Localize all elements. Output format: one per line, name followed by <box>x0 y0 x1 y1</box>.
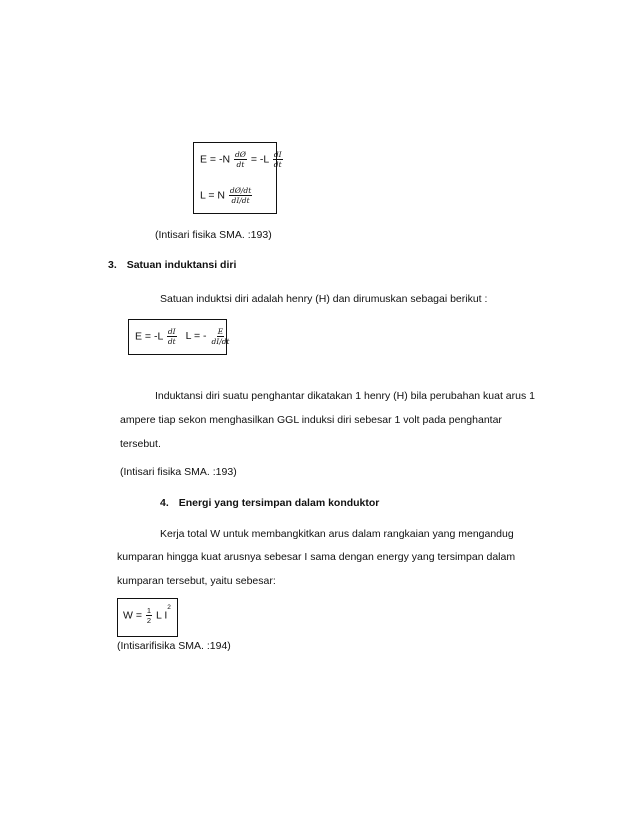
citation-194: (Intisarifisika SMA. :194) <box>117 640 231 652</box>
fraction-e-over-didt <box>210 327 230 346</box>
paragraph-henry-line1: Induktansi diri suatu penghantar dikatakan 1 henry (H) bila perubahan kuat arus 1 <box>155 390 535 402</box>
paragraph-henry-line2: ampere tiap sekon menghasilkan GGL induksi diri sebesar 1 volt pada penghantar <box>120 414 502 426</box>
formula-e-lhs: E = -L <box>135 330 163 343</box>
exponent-squared: 2 <box>167 604 171 611</box>
fraction-denominator: 2 <box>146 616 152 625</box>
formula-energy-rhs: L I <box>155 609 168 622</box>
formula-l-lhs: L = - <box>185 330 207 343</box>
fraction-numerator: E <box>217 327 224 336</box>
section-number: 3. <box>108 259 117 271</box>
fraction-denominator: dI/dt <box>211 337 230 346</box>
formula-emf-lhs: E = -N <box>200 153 231 166</box>
formula-box-units <box>128 319 230 355</box>
section-3-heading <box>108 259 236 271</box>
fraction-numerator: 1 <box>146 606 152 615</box>
fraction-numerator: dØ/dt <box>229 186 252 195</box>
paragraph-henry-line3: tersebut. <box>120 438 161 450</box>
formula-emf-row <box>200 150 284 169</box>
citation-193-a: (Intisari fisika SMA. :193) <box>155 229 272 241</box>
paragraph-energy-line2: kumparan hingga kuat arusnya sebesar I sama dengan energy yang tersimpan dalam <box>117 551 516 563</box>
citation-193-b: (Intisari fisika SMA. :193) <box>120 466 237 478</box>
formula-units-row <box>135 327 232 346</box>
formula-l-row <box>200 186 253 205</box>
paragraph-henry-intro: Satuan induktsi diri adalah henry (H) dan dirumuskan sebagai berikut : <box>160 293 488 305</box>
paragraph-energy-line1: Kerja total W untuk membangkitkan arus dalam rangkaian yang mengandug <box>160 528 514 540</box>
fraction-denominator: dt <box>273 160 282 169</box>
fraction-one-half <box>146 606 152 625</box>
fraction-di-dt <box>273 150 283 169</box>
fraction-denominator: dt <box>167 337 176 346</box>
fraction-numerator: dI <box>167 327 176 336</box>
fraction-numerator: dI <box>273 150 282 159</box>
formula-box-energy <box>117 598 178 637</box>
formula-w-lhs: W = <box>123 609 142 622</box>
fraction-dphidt-didt <box>229 186 252 205</box>
fraction-denominator: dt <box>236 160 245 169</box>
formula-energy-row <box>123 606 171 625</box>
fraction-numerator: dØ <box>234 150 246 159</box>
formula-box-inductance <box>193 142 282 214</box>
section-number: 4. <box>160 497 169 509</box>
formula-emf-mid: = -L <box>250 153 269 166</box>
section-title: Energi yang tersimpan dalam konduktor <box>178 497 380 509</box>
section-4-heading <box>160 497 379 509</box>
fraction-di-dt <box>167 327 177 346</box>
section-title: Satuan induktansi diri <box>126 259 237 271</box>
fraction-denominator: dI/dt <box>231 196 250 205</box>
paragraph-energy-line3: kumparan tersebut, yaitu sebesar: <box>117 575 276 587</box>
fraction-dphi-dt <box>234 150 247 169</box>
formula-l-lhs: L = N <box>200 189 225 202</box>
